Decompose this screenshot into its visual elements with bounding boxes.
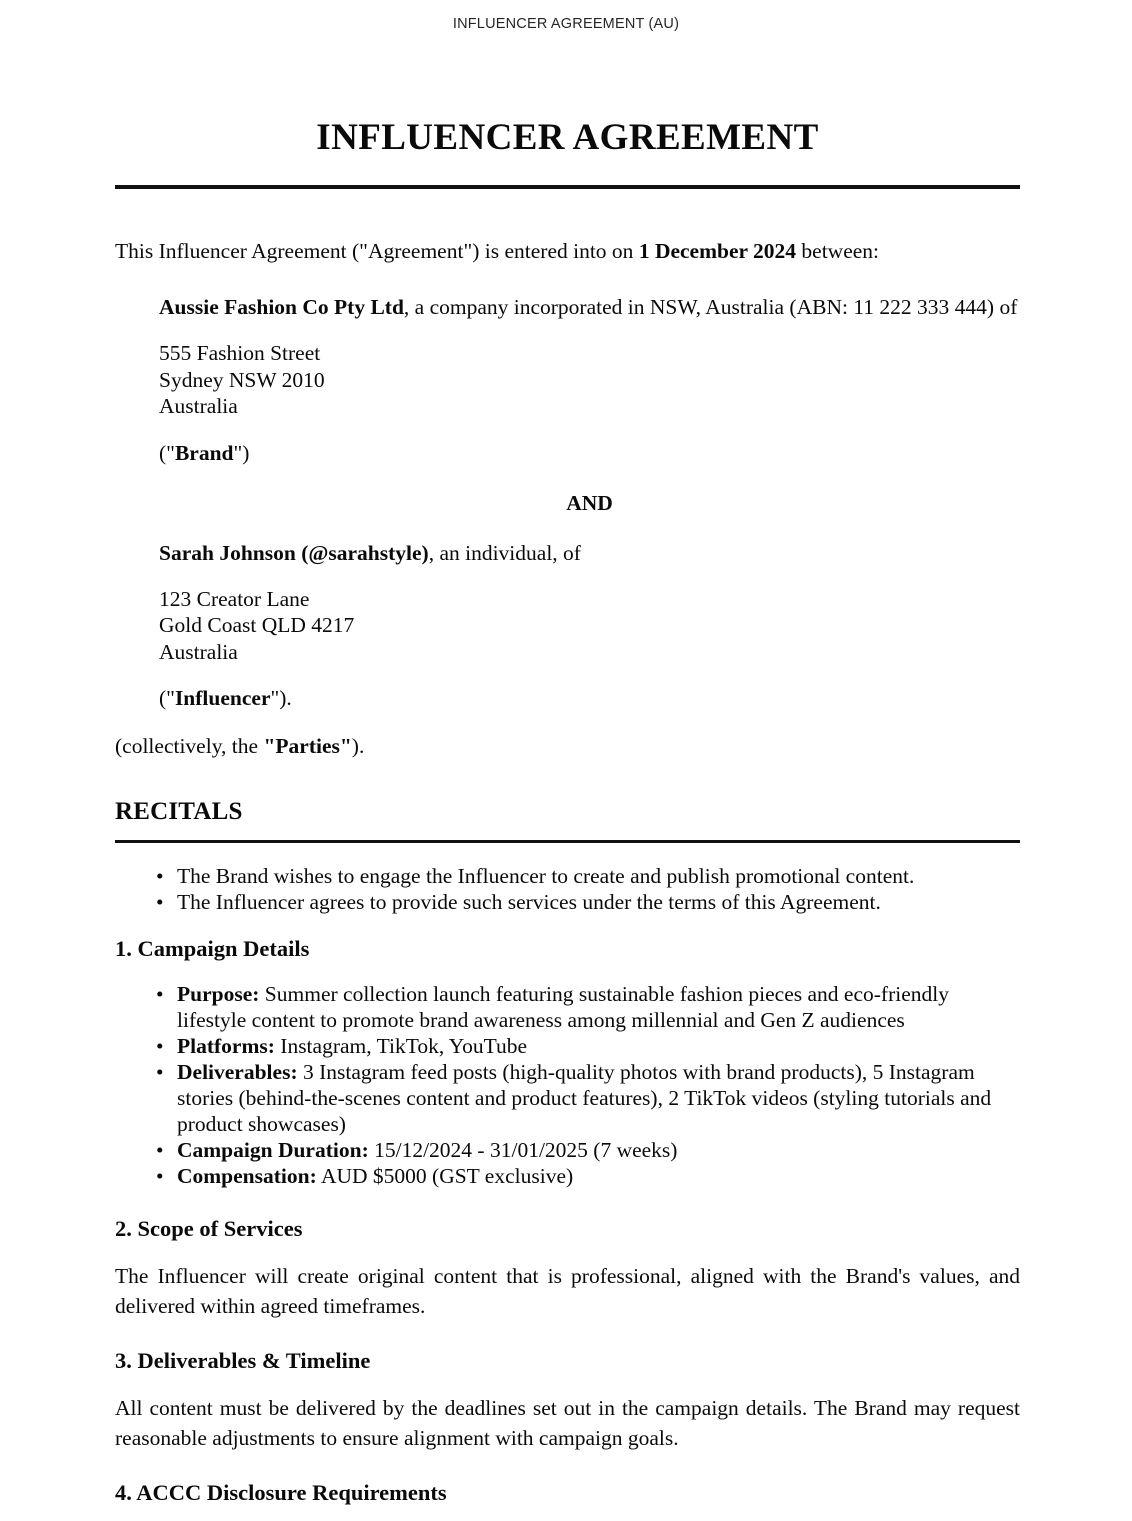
influencer-defined-term [159,683,1020,713]
running-header: INFLUENCER AGREEMENT (AU) [452,16,680,32]
collective-quote-close: " [339,734,352,759]
brand-party-line [159,292,1020,322]
document-content [115,118,1020,1507]
list-item: • The Brand wishes to engage the Influencer to create and publish promotional content. [115,863,1020,889]
recitals-list [115,863,1020,915]
influencer-defined-label: Influencer [174,686,271,711]
influencer-defined-close: "). [270,686,292,711]
influencer-name: Sarah Johnson (@sarahstyle) [159,540,429,565]
intro-tail-text: between: [796,239,880,264]
section-heading-campaign-details: 1. Campaign Details [115,935,310,961]
list-item-value: Instagram, TikTok, YouTube [274,1033,528,1058]
deliverables-timeline-paragraph: All content must be delivered by the deadlines set out in the campaign details. The Brand may request reasonable adjustments to ensure alignment with campaign goals. [115,1395,1020,1450]
brand-address-line-3: Australia [159,394,238,419]
intro-paragraph [115,236,1020,266]
scope-of-services-paragraph: The Influencer will create original content that is professional, aligned with the Brand's values, and delivered within agreed timeframes. [115,1263,1020,1318]
list-item: • The Influencer agrees to provide such services under the terms of this Agreement. [115,889,1020,915]
brand-address-line-2: Sydney NSW 2010 [159,367,325,392]
brand-description: , a company incorporated in NSW, Australia (ABN: 11 222 333 444) of [403,295,1018,320]
influencer-address-line-1: 123 Creator Lane [159,586,310,611]
collective-suffix: ). [351,734,365,759]
influencer-party-line [159,538,1020,568]
list-item-label: Purpose: [177,981,260,1006]
brand-address-line-1: 555 Fashion Street [159,341,321,366]
list-item [115,1163,1020,1189]
brand-name: Aussie Fashion Co Pty Ltd [159,295,404,320]
list-item-value: 3 Instagram feed posts (high-quality photos with brand products), 5 Instagram stories (behind-the-scenes content and product features), 2 TikTok videos (styling tutorials and product showcases) [177,1059,992,1136]
brand-defined-term [159,438,1020,468]
title-divider [115,185,1020,189]
brand-party-block [159,292,1020,713]
list-item [115,981,1020,1033]
section-heading-accc-disclosure: 4. ACCC Disclosure Requirements [115,1479,447,1505]
and-conjunction: AND [566,490,613,515]
influencer-address-line-2: Gold Coast QLD 4217 [159,613,355,638]
section-heading-deliverables-timeline: 3. Deliverables & Timeline [115,1347,371,1373]
collective-parties-line [115,731,1020,761]
list-item-value: 15/12/2024 - 31/01/2025 (7 weeks) [368,1137,678,1162]
brand-defined-label: Brand [174,440,234,465]
section-heading-scope-of-services: 2. Scope of Services [115,1215,303,1241]
list-item-label: Deliverables: [177,1059,298,1084]
influencer-address-line-3: Australia [159,639,238,664]
brand-defined-open: (" [159,440,175,465]
influencer-description: , an individual, of [428,540,581,565]
agreement-date: 1 December 2024 [638,239,797,264]
campaign-details-list [115,981,1020,1189]
list-item-label: Compensation: [177,1163,317,1188]
list-item [115,1137,1020,1163]
recitals-heading: RECITALS [115,798,243,826]
list-item-label: Platforms: [177,1033,275,1058]
collective-term: Parties [275,734,340,759]
brand-defined-close: ") [233,440,250,465]
list-item-value: AUD $5000 (GST exclusive) [316,1163,574,1188]
list-item-label: Campaign Duration: [177,1137,369,1162]
list-item [115,1033,1020,1059]
list-item [115,1059,1020,1137]
page-title: INFLUENCER AGREEMENT [316,117,819,159]
list-item-value: Summer collection launch featuring sustainable fashion pieces and eco-friendly lifestyle content to promote brand awareness among millennial and Gen Z audiences [177,981,949,1032]
influencer-defined-open: (" [159,686,175,711]
collective-quote-open: " [263,734,276,759]
collective-prefix: (collectively, the [115,734,264,759]
intro-lead-text: This Influencer Agreement ("Agreement") is entered into on [115,239,639,264]
